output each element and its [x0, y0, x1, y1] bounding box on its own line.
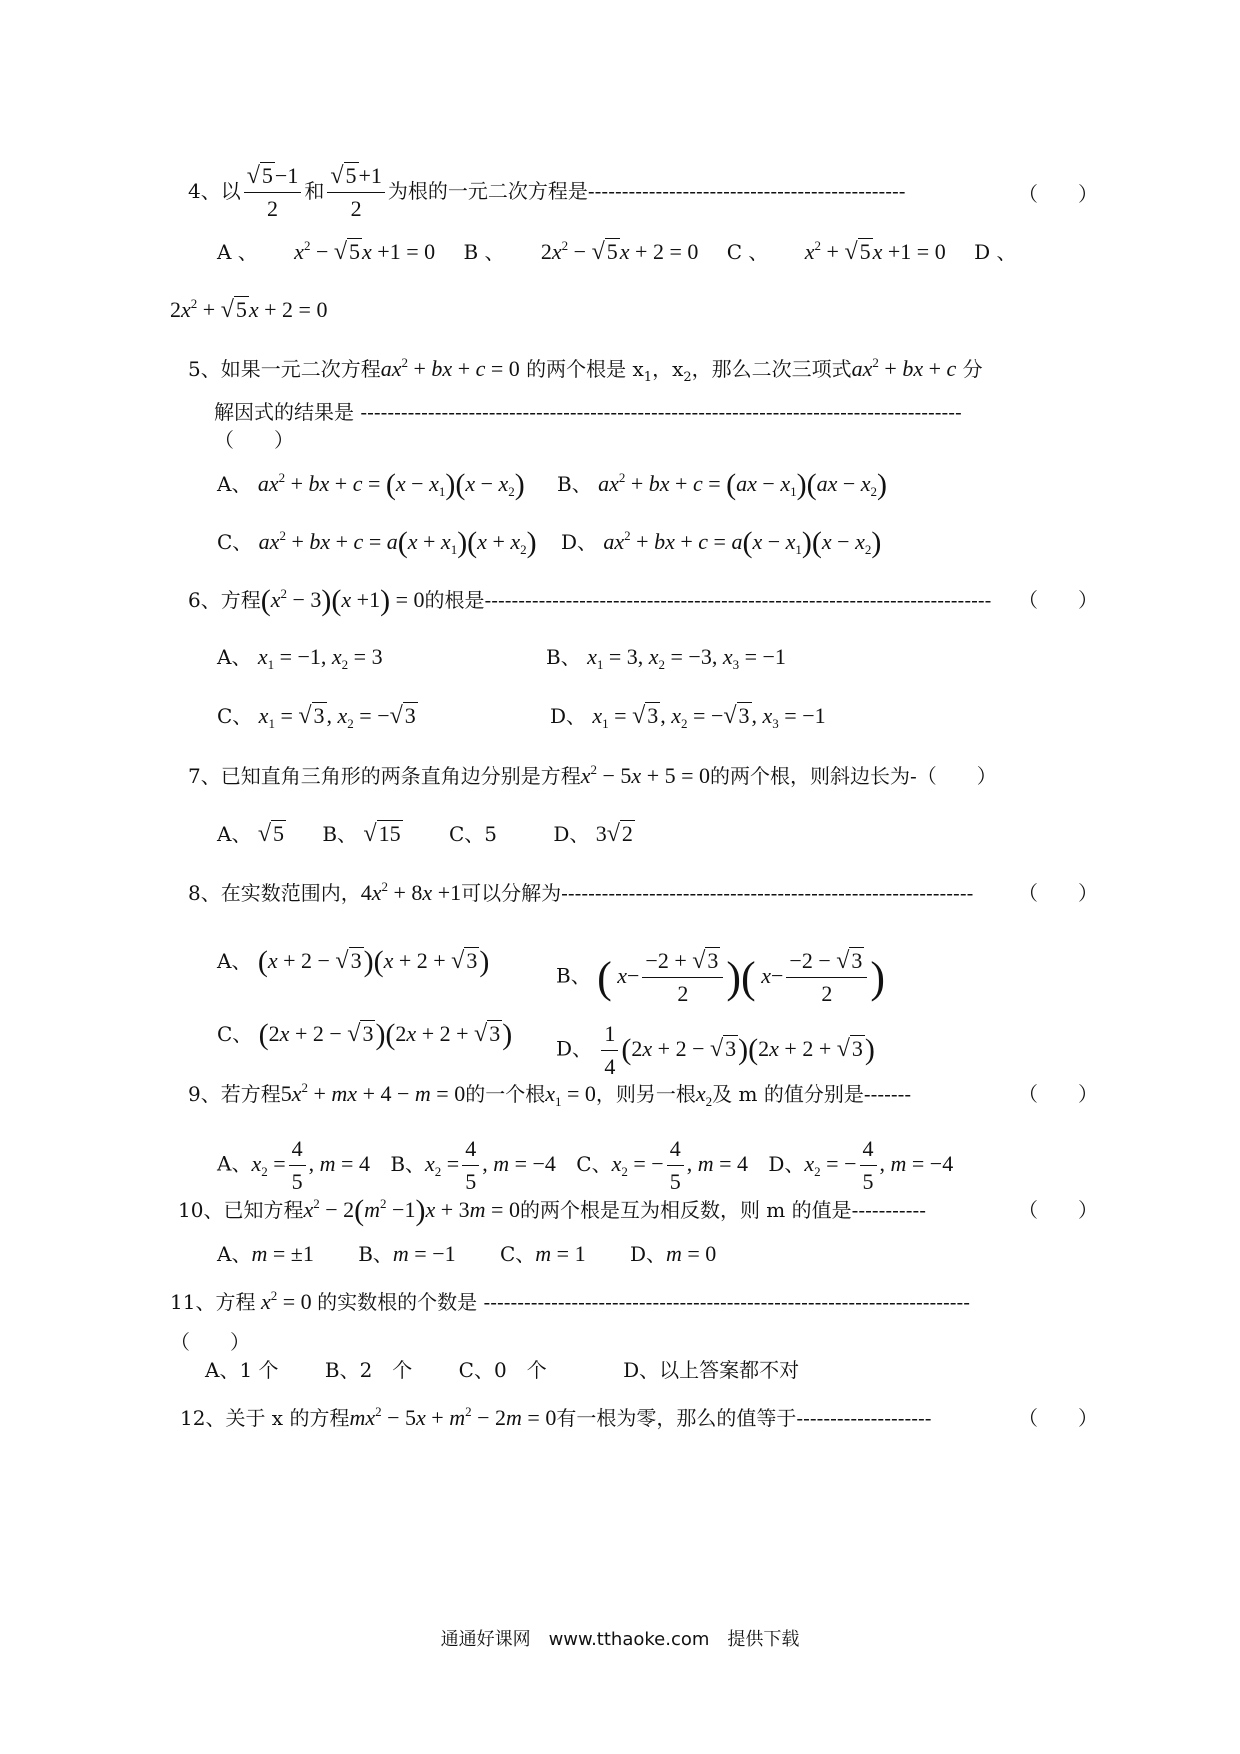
q7-option-a: √5: [257, 821, 284, 847]
q5-option-c: $ax^2$ + bx + $c = a(x + x_1)(x + x_2)$: [258, 526, 537, 559]
q6-option-a-row: [217, 643, 383, 671]
q4-option-d: $2x^2 + √5x + 2 = 0$: [170, 296, 328, 323]
question-10: [178, 1194, 926, 1227]
q5-trinomial: $ax^2$ + bx + c: [851, 355, 957, 381]
q5-mid: 的两个根是 x: [526, 357, 644, 381]
q9-root: $x_1 = 0$: [545, 1081, 596, 1109]
q6-option-d: $x_1 = √3$, $x_2 = -√3$, $x_3 = -1$: [592, 703, 826, 731]
q8-option-c-row: [217, 1018, 513, 1051]
q5-option-b-row: [557, 468, 888, 501]
question-4: [188, 162, 906, 223]
q7-option-d: 3√2: [595, 821, 633, 847]
q10-option-c: m = 1: [535, 1241, 586, 1266]
q9-option-a-label: A、: [217, 1151, 252, 1176]
question-5: 5、如果一元二次方程$ax^2$ + bx + c = 0 的两个根是 $x_1$，$x_2$，那么二次三项式$ax^2$ + bx + c 分: [188, 355, 983, 385]
q9-option-b: $x_2$ = $\frac{4}{5}$ , m = −4: [425, 1136, 556, 1194]
q7-option-c: C、5: [448, 822, 497, 846]
q4-answer-paren: （ ）: [1018, 182, 1098, 206]
q8-option-b-label: B、: [556, 963, 591, 988]
q8-option-c-label: C、: [217, 1022, 253, 1046]
q10-option-a: m = ±1: [251, 1241, 314, 1266]
question-7: [188, 762, 997, 790]
question-12: [180, 1404, 932, 1432]
q9-answer-paren: （ ）: [1018, 1082, 1098, 1106]
q12-prefix: 12、关于 x 的方程: [180, 1406, 350, 1430]
q11-option-b: B、2 个: [324, 1358, 413, 1382]
q10-option-a-label: A、: [217, 1242, 252, 1266]
q8-option-a: (x + 2 − √3)(x + 2 + √3): [257, 945, 490, 978]
q8-expression: $4x^2 + 8x +1$: [360, 879, 462, 905]
q6-answer-paren: （ ）: [1018, 588, 1098, 612]
q9-equation: $5x^2$ + mx + 4 − m = 0: [280, 1080, 466, 1106]
q4-option-b-label: B 、: [463, 240, 505, 264]
q5-end: 分: [962, 357, 983, 381]
q7-option-a-label: A、: [217, 822, 252, 846]
q9-option-c-label: C、: [576, 1151, 612, 1176]
q7-answer-paren: （ ）: [916, 764, 997, 788]
q5-line2: 解因式的结果是 -----------------------------------------------------------------------------------------: [214, 400, 962, 424]
q7-option-b: √15: [363, 821, 401, 847]
q11-suffix: 的实数根的个数是 ------------------------------------------------------------------------: [317, 1290, 971, 1314]
q8-option-d-label: D、: [556, 1036, 593, 1061]
q6-equation: $(x^2 - 3)(x +1) = 0$: [260, 584, 425, 617]
q4-option-c-label: C 、: [726, 240, 769, 264]
q4-option-a: $x^2 - √5x +1 = 0$: [294, 238, 436, 265]
q12-equation: $mx^2 - 5x + m^2 - 2m = 0$: [349, 1404, 557, 1430]
q9-mid2: ，则另一根: [595, 1082, 696, 1106]
q10-option-c-label: C、: [499, 1242, 536, 1266]
fraction-sqrt5-plus-1-over-2: $\frac{√5+1}{2}$: [327, 162, 385, 223]
q9-option-c: $x_2$ = − $\frac{4}{5}$ , m = 4: [611, 1136, 748, 1194]
q10-option-b: m = −1: [392, 1241, 456, 1266]
q5-option-d-label: D、: [561, 530, 598, 554]
q5-option-b-label: B、: [557, 472, 592, 496]
q5-prefix: 5、如果一元二次方程: [188, 357, 381, 381]
q10-answer-paren: （ ）: [1018, 1198, 1098, 1222]
question-11: [170, 1288, 970, 1316]
q4-options: [217, 238, 1016, 266]
q5-option-a: $ax^2$ + bx + $c = (x - x_1)(x - x_2)$: [257, 468, 525, 501]
q8-option-b: ( x− $\frac{-2 + √3}{2}$ )( x− $\frac{-2 - √3}{2}$ ): [597, 948, 886, 1006]
q6-option-b: $x_1 = 3$, $x_2 = -3$, $x_3 = -1$: [587, 644, 786, 672]
q9-option-a: $x_2$ = $\frac{4}{5}$ , m = 4: [251, 1136, 370, 1194]
q9-options: [217, 1135, 953, 1196]
q10-equation: $x^2 - 2(m^2 -1)x + 3m = 0$: [303, 1194, 520, 1227]
q5-options-ab: [217, 468, 525, 501]
question-8: [188, 879, 973, 907]
question-6: [188, 584, 992, 617]
q8-option-c: (2x + 2 − √3)(2x + 2 + √3): [258, 1018, 513, 1051]
q6-option-c: $x_1 = √3$, $x_2 = -√3$: [258, 703, 416, 731]
q6-option-a: $x_1 = -1$, $x_2 = 3$: [257, 644, 383, 672]
q4-prefix: 4、以: [188, 179, 241, 203]
q9-option-b-label: B、: [390, 1151, 426, 1176]
q10-prefix: 10、已知方程: [178, 1198, 304, 1222]
q6-option-b-label: B、: [546, 645, 581, 669]
q5-mid3: ，那么二次三项式: [691, 357, 852, 381]
q11-option-d: D、以上答案都不对: [623, 1358, 800, 1382]
q9-suffix: 及 m 的值分别是-------: [712, 1082, 912, 1106]
q5-option-b: $ax^2$ + bx + $c = (ax - x_1)(ax - x_2)$: [598, 468, 888, 501]
q11-prefix: 11、方程: [170, 1290, 256, 1314]
q9-mid: 的一个根: [465, 1082, 546, 1106]
q5-option-c-row: [217, 526, 537, 559]
question-9: [188, 1080, 911, 1108]
q8-answer-paren: （ ）: [1018, 881, 1098, 905]
q4-option-c: $x^2 + √5x +1 = 0$: [804, 238, 946, 265]
q11-option-a: A、1 个: [205, 1358, 279, 1382]
q11-equation: $x^2 = 0$: [255, 1288, 318, 1314]
q6-option-c-label: C、: [217, 704, 253, 728]
q5-answer-paren: （ ）: [214, 428, 294, 452]
q5-equation: $ax^2$ + bx + c = 0: [380, 355, 520, 381]
q5-option-d-row: [561, 526, 882, 559]
q11-option-c: C、0 个: [458, 1358, 547, 1382]
page-footer: 通通好课网 www.tthaoke.com 提供下载: [440, 1629, 800, 1650]
q9-x2: $x_2$: [695, 1081, 713, 1109]
q6-prefix: 6、方程: [188, 588, 261, 612]
fraction-sqrt5-minus-1-over-2: $\frac{√5-1}{2}$: [244, 162, 302, 223]
q5-option-a-label: A、: [217, 472, 252, 496]
q8-option-d-row: [556, 1020, 875, 1081]
q7-equation: $x^2 - 5x + 5 = 0$: [580, 762, 711, 788]
q5-option-c-label: C、: [217, 530, 253, 554]
q8-prefix: 8、在实数范围内，: [188, 881, 361, 905]
q10-option-b-label: B、: [358, 1242, 393, 1266]
q5-mid2: ，x: [652, 357, 684, 381]
q10-option-d-label: D、: [629, 1242, 666, 1266]
q4-option-a-label: A 、: [217, 240, 258, 264]
q10-options: [217, 1240, 716, 1268]
q7-option-b-label: B、: [322, 822, 358, 846]
q5-option-d: $ax^2$ + bx + $c = a(x - x_1)(x - x_2)$: [603, 526, 882, 559]
q10-option-d: m = 0: [666, 1241, 717, 1266]
q7-option-d-label: D、: [553, 822, 590, 846]
q4-option-b: $2x^2 - √5x + 2 = 0$: [540, 238, 699, 265]
q6-suffix: 的根是---------------------------------------------------------------------------: [424, 588, 992, 612]
q4-suffix: 为根的一元二次方程是-----------------------------------------------: [387, 179, 906, 203]
q8-option-a-row: [217, 945, 490, 978]
q6-option-b-row: [546, 643, 786, 671]
q11-options: [205, 1356, 799, 1384]
q7-suffix: 的两个根，则斜边长为-: [710, 764, 917, 788]
q7-prefix: 7、已知直角三角形的两条直角边分别是方程: [188, 764, 581, 788]
q6-option-d-row: [550, 702, 826, 730]
q6-option-d-label: D、: [550, 704, 587, 728]
q11-answer-paren: （ ）: [170, 1330, 250, 1354]
q9-option-d-label: D、: [768, 1151, 805, 1176]
q8-option-a-label: A、: [217, 949, 252, 973]
q6-option-a-label: A、: [217, 645, 252, 669]
q8-option-b-row: [556, 947, 885, 1008]
q9-option-d: $x_2$ = − $\frac{4}{5}$ , m = −4: [804, 1136, 954, 1194]
q8-option-d: $\frac{1}{4}$ (2x + 2 − √3)(2x + 2 + √3): [598, 1036, 875, 1061]
q12-suffix: 有一根为零，那么的值等于--------------------: [556, 1406, 932, 1430]
q10-suffix: 的两个根是互为相反数，则 m 的值是-----------: [519, 1198, 926, 1222]
q9-prefix: 9、若方程: [188, 1082, 281, 1106]
q6-option-c-row: [217, 702, 418, 730]
q8-suffix: 可以分解为-------------------------------------------------------------: [461, 881, 974, 905]
q12-answer-paren: （ ）: [1018, 1406, 1098, 1430]
q7-options: [217, 820, 635, 848]
q4-option-d-label: D 、: [974, 240, 1017, 264]
q4-mid: 和: [304, 179, 325, 203]
